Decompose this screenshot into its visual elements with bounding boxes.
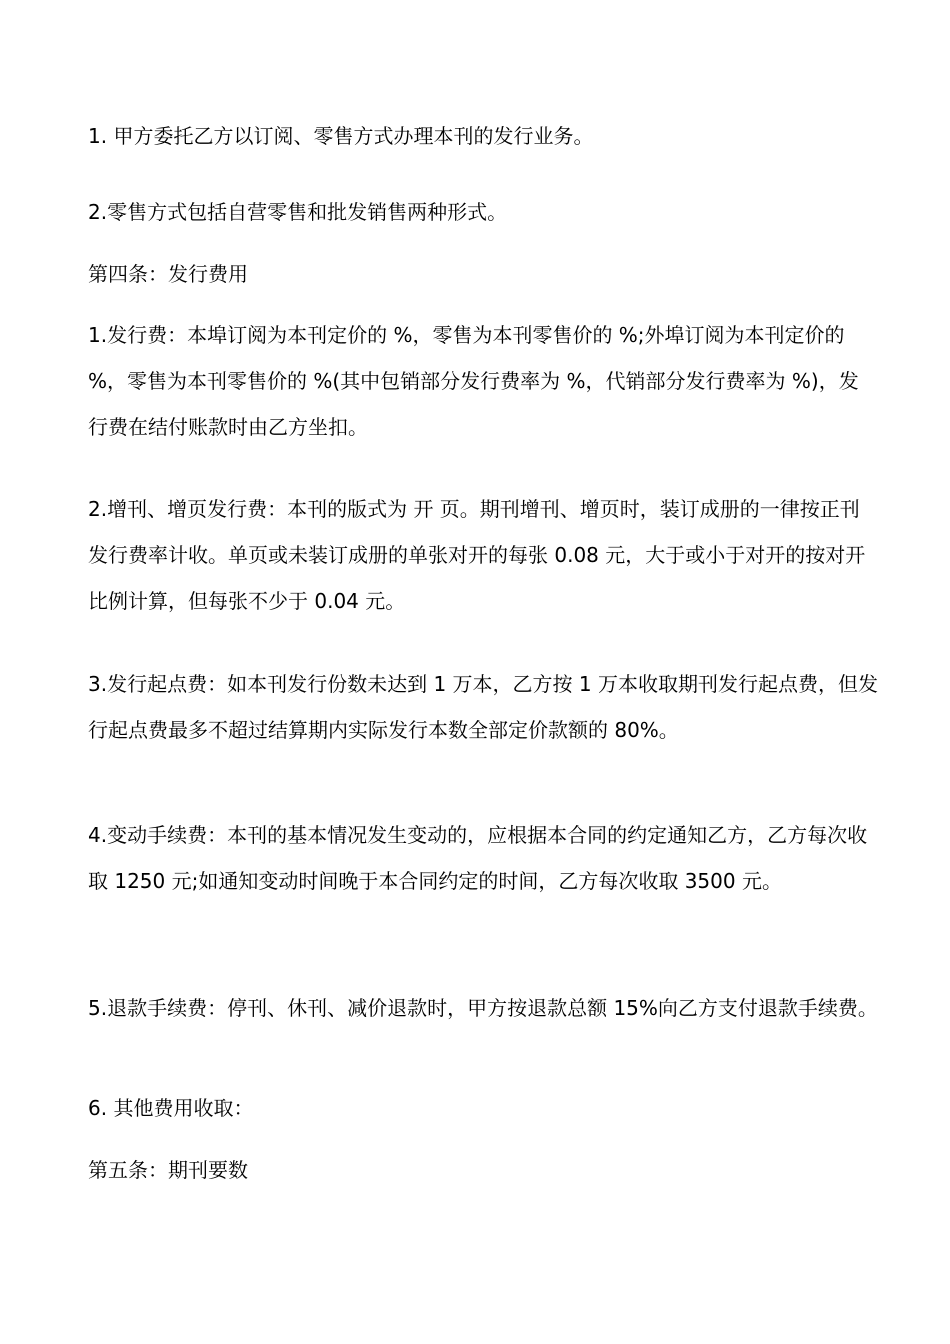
paragraph-fee: 1.发行费：本埠订阅为本刊定价的 %，零售为本刊零售价的 %;外埠订阅为本刊定价的 %，零售为本刊零售价的 %(其中包销部分发行费率为 %，代销部分发行费率为 %)，发行费在结付账款时由乙方坐扣。 bbox=[88, 323, 859, 439]
paragraph-start-fee: 3.发行起点费：如本刊发行份数未达到 1 万本，乙方按 1 万本收取期刊发行起点费，但发行起点费最多不超过结算期内实际发行本数全部定价款额的 80%。 bbox=[88, 672, 878, 742]
paragraph-supplement-fee: 2.增刊、增页发行费：本刊的版式为 开 页。期刊增刊、增页时，装订成册的一律按正刊发行费率计收。单页或未装订成册的单张对开的每张 0.08 元，大于或小于对开的按对开比例计算，但每张不少于 0.04 元。 bbox=[88, 497, 866, 613]
section-heading-5: 第五条：期刊要数 bbox=[88, 1158, 248, 1182]
paragraph-change-fee: 4.变动手续费：本刊的基本情况发生变动的，应根据本合同的约定通知乙方，乙方每次收取 1250 元;如通知变动时间晚于本合同约定的时间，乙方每次收取 3500 元。 bbox=[88, 823, 868, 893]
paragraph-other-fees: 6. 其他费用收取： bbox=[88, 1096, 254, 1120]
section-heading-4: 第四条：发行费用 bbox=[88, 262, 248, 286]
paragraph-1: 1. 甲方委托乙方以订阅、零售方式办理本刊的发行业务。 bbox=[88, 124, 594, 148]
paragraph-refund-fee: 5.退款手续费：停刊、休刊、减价退款时，甲方按退款总额 15%向乙方支付退款手续费。 bbox=[88, 996, 878, 1020]
paragraph-2: 2.零售方式包括自营零售和批发销售两种形式。 bbox=[88, 200, 508, 224]
